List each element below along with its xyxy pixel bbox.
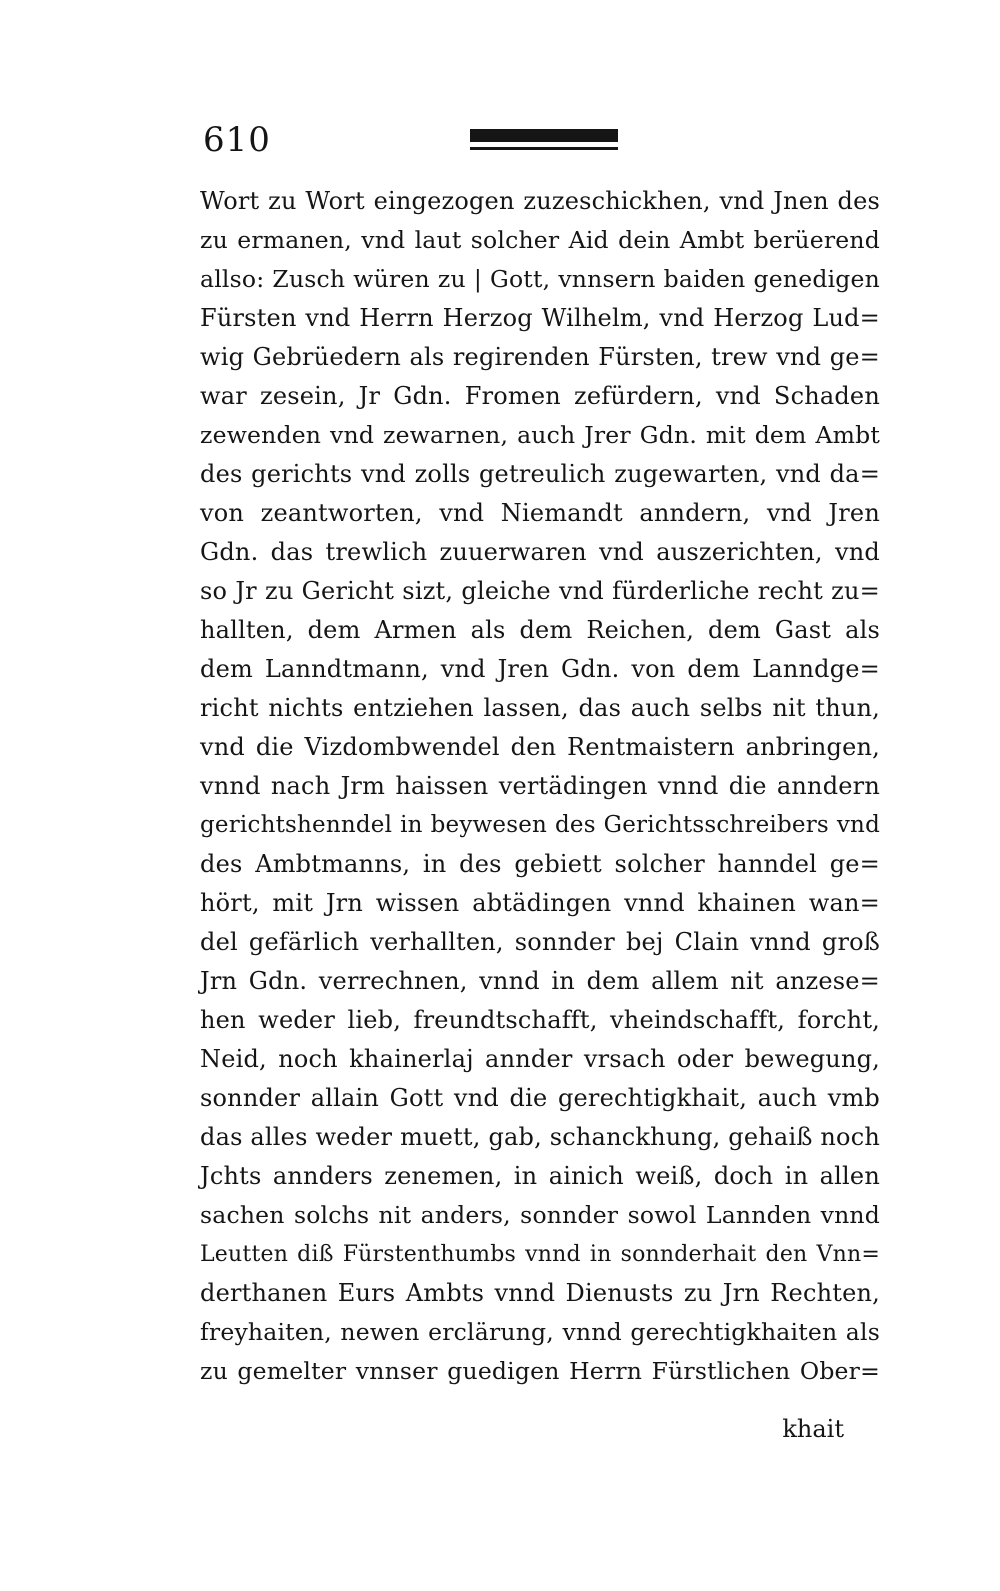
text-line: richt nichts entziehen lassen, das auch selbs nit thun, [200, 694, 880, 722]
text-line: war zesein, Jr Gdn. Fromen zefürdern, vnd Schaden [200, 382, 880, 410]
text-line: des Ambtmanns, in des gebiett solcher hanndel ge= [200, 850, 880, 878]
text-line: von zeantworten, vnd Niemandt anndern, vnd Jren [200, 499, 880, 527]
text-line: wig Gebrüedern als regirenden Fürsten, trew vnd ge= [200, 343, 880, 371]
text-line: vnnd nach Jrm haissen vertädingen vnnd die anndern [200, 772, 880, 800]
text-line: zewenden vnd zewarnen, auch Jrer Gdn. mit dem Ambt [200, 421, 880, 449]
text-line: hallten, dem Armen als dem Reichen, dem Gast als [200, 616, 880, 644]
header-rule-thin [470, 147, 618, 150]
text-line: derthanen Eurs Ambts vnnd Dienusts zu Jrn Rechten, [200, 1279, 880, 1307]
text-line: hört, mit Jrn wissen abtädingen vnnd khainen wan= [200, 889, 880, 917]
text-line: sonnder allain Gott vnd die gerechtigkhait, auch vmb [200, 1084, 880, 1112]
text-line: Jchts annders zenemen, in ainich weiß, doch in allen [200, 1162, 880, 1190]
text-line: des gerichts vnd zolls getreulich zugewarten, vnd da= [200, 460, 880, 488]
text-line: Wort zu Wort eingezogen zuzeschickhen, vnd Jnen des [200, 187, 880, 215]
text-line: gerichtshenndel in beywesen des Gerichtsschreibers vnd [200, 812, 880, 838]
text-line: Neid, noch khainerlaj annder vrsach oder bewegung, [200, 1045, 880, 1073]
text-line: zu ermanen, vnd laut solcher Aid dein Ambt berüerend [200, 226, 880, 254]
text-line: sachen solchs nit anders, sonnder sowol Lannden vnnd [200, 1201, 880, 1229]
page-number: 610 [203, 120, 271, 160]
text-line: Gdn. das trewlich zuuerwaren vnd auszerichten, vnd [200, 538, 880, 566]
text-line: vnd die Vizdombwendel den Rentmaistern anbringen, [200, 733, 880, 761]
text-line: so Jr zu Gericht sizt, gleiche vnd fürderliche recht zu= [200, 577, 880, 605]
text-line: freyhaiten, newen erclärung, vnnd gerechtigkhaiten als [200, 1318, 880, 1346]
body-text [200, 182, 880, 1391]
text-line: zu gemelter vnnser guedigen Herrn Fürstlichen Ober= [200, 1357, 880, 1385]
text-line: Leutten diß Fürstenthumbs vnnd in sonnderhait den Vnn= [200, 1242, 880, 1267]
text-line: Jrn Gdn. verrechnen, vnnd in dem allem nit anzese= [200, 967, 880, 995]
text-line: Fürsten vnd Herrn Herzog Wilhelm, vnd Herzog Lud= [200, 304, 880, 332]
text-line: hen weder lieb, freundtschafft, vheindschafft, forcht, [200, 1006, 880, 1034]
text-line: del gefärlich verhallten, sonnder bej Clain vnnd groß [200, 928, 880, 956]
text-line: dem Lanndtmann, vnd Jren Gdn. von dem Lanndge= [200, 655, 880, 683]
text-line: allso: Zusch würen zu | Gott, vnnsern baiden genedigen [200, 265, 880, 293]
catchword: khait [782, 1415, 844, 1443]
text-line: das alles weder muett, gab, schanckhung, gehaiß noch [200, 1123, 880, 1151]
header-rule [470, 129, 618, 142]
